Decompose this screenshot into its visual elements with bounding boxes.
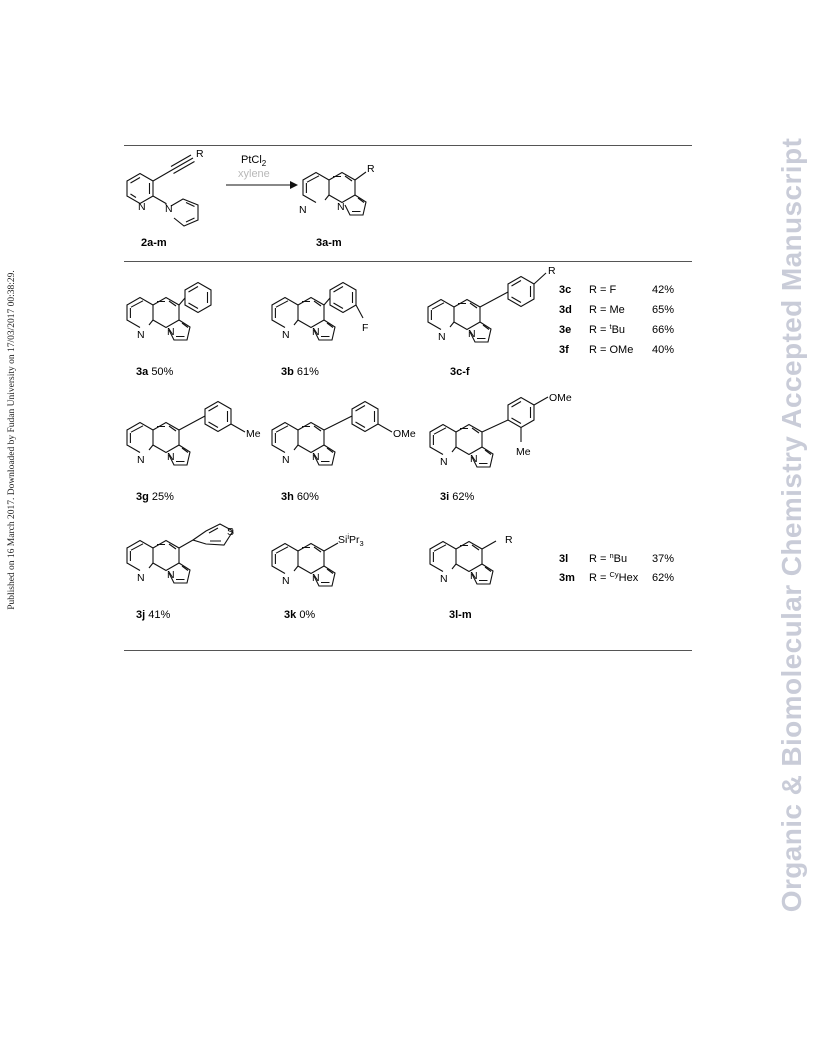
- sulfur-3j: S: [227, 526, 235, 538]
- table-3c-f: [559, 284, 674, 356]
- svg-text:N: N: [167, 569, 175, 581]
- svg-text:R = OMe: R = OMe: [589, 344, 634, 356]
- methoxyphenyl-3h: [352, 402, 378, 432]
- svg-text:R = Me: R = Me: [589, 304, 625, 316]
- methyl-3g: Me: [246, 428, 261, 440]
- substrate-N-pyridine: N: [138, 201, 146, 213]
- product-R: R: [367, 163, 375, 175]
- journal-watermark-text: Organic & Biomolecular Chemistry Accepted Manuscript: [776, 137, 807, 913]
- label-3k: 3k 0%: [284, 609, 316, 621]
- svg-text:66%: 66%: [652, 324, 675, 336]
- label-3c-f: 3c-f: [450, 366, 470, 378]
- methoxy-3i: OMe: [549, 392, 572, 404]
- methoxy-3h: OMe: [393, 428, 416, 440]
- substrate-structure: [127, 155, 198, 226]
- svg-text:N: N: [137, 454, 145, 466]
- substrate-N-pyrrole: N: [165, 203, 173, 215]
- download-watermark-text: Published on 16 March 2017. Downloaded by Fudan University on 17/03/2017 00:38:29.: [7, 270, 17, 610]
- svg-text:62%: 62%: [652, 572, 675, 584]
- label-3j: 3j 41%: [136, 609, 171, 621]
- svg-text:N: N: [470, 570, 478, 582]
- svg-text:R: R: [548, 265, 556, 277]
- table-3l-m: [559, 551, 674, 584]
- svg-text:R: R: [505, 534, 513, 546]
- svg-text:3f: 3f: [559, 344, 569, 356]
- svg-text:N: N: [440, 573, 448, 585]
- svg-text:3e: 3e: [559, 324, 572, 336]
- svg-text:N: N: [282, 329, 290, 341]
- substrate-R: R: [196, 148, 204, 160]
- svg-text:N: N: [312, 326, 320, 338]
- svg-text:N: N: [470, 453, 478, 465]
- aryl-3c-f: [508, 277, 534, 307]
- svg-text:R = nBu: R = $^n$Bu: [589, 551, 628, 565]
- silyl-3k: $Si^iPr_3$: [338, 532, 364, 548]
- svg-text:N: N: [282, 454, 290, 466]
- svg-text:N: N: [137, 329, 145, 341]
- svg-text:N: N: [438, 331, 446, 343]
- product-N: N: [337, 201, 345, 213]
- svg-text:3c: 3c: [559, 284, 572, 296]
- svg-text:3d: 3d: [559, 304, 572, 316]
- svg-text:42%: 42%: [652, 284, 675, 296]
- svg-text:65%: 65%: [652, 304, 675, 316]
- label-3l-m: 3l-m: [449, 609, 472, 621]
- methyl-3i: Me: [516, 446, 531, 458]
- svg-text:R = tBu: R = $^t$Bu: [589, 322, 626, 336]
- solvent-label: xylene: [238, 168, 270, 180]
- svg-text:R = CyHex: R = $^{Cy}$Hex: [589, 570, 639, 584]
- product-N9: N: [299, 204, 307, 216]
- svg-text:R = F: R = F: [589, 284, 617, 296]
- svg-text:N: N: [312, 572, 320, 584]
- svg-text:N: N: [167, 326, 175, 338]
- svg-text:N: N: [167, 451, 175, 463]
- svg-text:3m: 3m: [559, 572, 575, 584]
- svg-text:N: N: [282, 575, 290, 587]
- tolyl-3g: [205, 402, 231, 432]
- label-3h: 3h 60%: [281, 491, 319, 503]
- fluorophenyl-3b: [330, 283, 356, 313]
- fluoro-3b: F: [362, 322, 369, 334]
- label-3g: 3g 25%: [136, 491, 174, 503]
- substrate-compound-label: 2a-m: [141, 237, 167, 249]
- svg-text:N: N: [137, 572, 145, 584]
- aryl-3i: [508, 398, 534, 428]
- phenyl-3a: [185, 283, 211, 313]
- label-3b: 3b 61%: [281, 366, 319, 378]
- svg-text:40%: 40%: [652, 344, 675, 356]
- svg-text:N: N: [468, 328, 476, 340]
- thienyl-3j: [179, 524, 233, 548]
- svg-text:N: N: [440, 456, 448, 468]
- svg-text:N: N: [312, 451, 320, 463]
- label-3i: 3i 62%: [440, 491, 475, 503]
- svg-text:37%: 37%: [652, 553, 675, 565]
- svg-text:3l: 3l: [559, 553, 569, 565]
- product-compound-label: 3a-m: [316, 237, 342, 249]
- reagent-label: PtCl$_2$: [241, 154, 267, 168]
- label-3a: 3a 50%: [136, 366, 174, 378]
